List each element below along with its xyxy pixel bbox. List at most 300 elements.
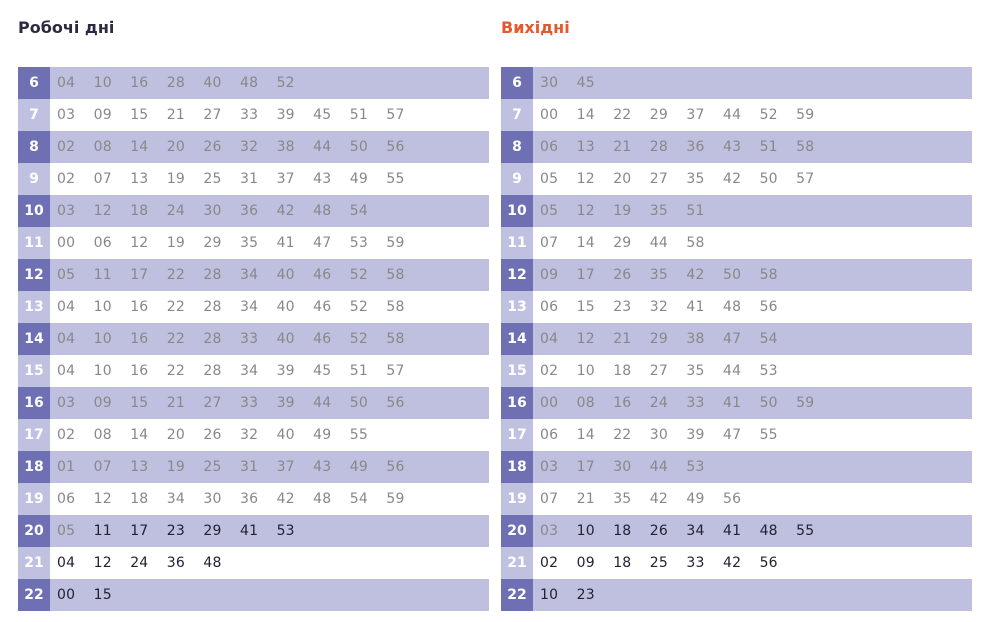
departure-minute: 48 bbox=[722, 299, 742, 315]
departure-minute: 48 bbox=[203, 555, 222, 571]
hour-cell: 20 bbox=[18, 515, 50, 547]
departure-minute: 17 bbox=[130, 267, 149, 283]
weekend-hour-row bbox=[501, 131, 972, 163]
minutes-list bbox=[50, 355, 423, 387]
departure-minute: 05 bbox=[57, 523, 76, 539]
departure-minute: 37 bbox=[686, 107, 705, 123]
departure-minute: 59 bbox=[386, 235, 405, 251]
departure-minute: 36 bbox=[686, 139, 705, 155]
departure-minute: 26 bbox=[613, 267, 632, 283]
minutes-list bbox=[50, 99, 423, 131]
departure-minute: 00 bbox=[540, 395, 559, 411]
departure-minute: 39 bbox=[276, 107, 295, 123]
departure-minute: 49 bbox=[313, 427, 332, 443]
departure-minute: 51 bbox=[349, 107, 368, 123]
weekend-hour-row bbox=[501, 547, 972, 579]
departure-minute: 25 bbox=[203, 171, 222, 187]
weekday-hour-row bbox=[18, 515, 489, 547]
departure-minute: 59 bbox=[796, 107, 815, 123]
departure-minute: 41 bbox=[722, 395, 742, 411]
minutes-list bbox=[533, 355, 796, 387]
departure-minute: 32 bbox=[239, 139, 259, 155]
hour-cell: 21 bbox=[501, 547, 533, 579]
departure-minute: 22 bbox=[613, 427, 632, 443]
departure-minute: 53 bbox=[349, 235, 368, 251]
departure-minute: 07 bbox=[93, 459, 112, 475]
weekday-hour-row bbox=[18, 195, 489, 227]
departure-minute: 50 bbox=[759, 395, 778, 411]
departure-minute: 03 bbox=[540, 523, 559, 539]
departure-minute: 13 bbox=[130, 171, 149, 187]
hour-cell: 21 bbox=[18, 547, 50, 579]
hour-cell: 6 bbox=[501, 67, 533, 99]
weekend-hour-row bbox=[501, 419, 972, 451]
departure-minute: 48 bbox=[759, 523, 778, 539]
departure-minute: 35 bbox=[613, 491, 632, 507]
departure-minute: 22 bbox=[166, 363, 185, 379]
departure-minute: 10 bbox=[93, 299, 112, 315]
hour-cell: 17 bbox=[501, 419, 533, 451]
departure-minute: 36 bbox=[239, 491, 259, 507]
weekend-hour-row bbox=[501, 355, 972, 387]
weekday-hour-row bbox=[18, 419, 489, 451]
departure-minute: 02 bbox=[57, 139, 76, 155]
weekend-hour-row bbox=[501, 259, 972, 291]
weekday-hour-row bbox=[18, 227, 489, 259]
hour-cell: 8 bbox=[501, 131, 533, 163]
departure-minute: 20 bbox=[166, 427, 185, 443]
departure-minute: 58 bbox=[386, 267, 405, 283]
departure-minute: 53 bbox=[686, 459, 705, 475]
departure-minute: 24 bbox=[130, 555, 149, 571]
departure-minute: 37 bbox=[276, 459, 295, 475]
departure-minute: 11 bbox=[93, 267, 112, 283]
departure-minute: 27 bbox=[203, 395, 222, 411]
departure-minute: 56 bbox=[759, 555, 778, 571]
departure-minute: 06 bbox=[540, 299, 559, 315]
departure-minute: 41 bbox=[686, 299, 705, 315]
minutes-list bbox=[533, 227, 723, 259]
departure-minute: 12 bbox=[576, 171, 595, 187]
departure-minute: 15 bbox=[130, 395, 149, 411]
departure-minute: 01 bbox=[57, 459, 76, 475]
departure-minute: 26 bbox=[203, 139, 222, 155]
departure-minute: 30 bbox=[203, 491, 222, 507]
departure-minute: 49 bbox=[349, 171, 368, 187]
departure-minute: 03 bbox=[540, 459, 559, 475]
departure-minute: 40 bbox=[276, 331, 295, 347]
departure-minute: 16 bbox=[130, 75, 149, 91]
departure-minute: 00 bbox=[57, 587, 76, 603]
hour-cell: 7 bbox=[18, 99, 50, 131]
departure-minute: 56 bbox=[722, 491, 742, 507]
departure-minute: 55 bbox=[386, 171, 405, 187]
minutes-list bbox=[50, 291, 423, 323]
departure-minute: 12 bbox=[93, 555, 112, 571]
weekday-hour-row bbox=[18, 483, 489, 515]
weekend-hour-row bbox=[501, 99, 972, 131]
departure-minute: 18 bbox=[130, 491, 149, 507]
weekday-hour-row bbox=[18, 67, 489, 99]
departure-minute: 43 bbox=[313, 171, 332, 187]
departure-minute: 53 bbox=[276, 523, 295, 539]
minutes-list bbox=[533, 195, 723, 227]
hour-cell: 20 bbox=[501, 515, 533, 547]
departure-minute: 16 bbox=[130, 331, 149, 347]
departure-minute: 24 bbox=[166, 203, 185, 219]
departure-minute: 19 bbox=[166, 171, 185, 187]
departure-minute: 57 bbox=[386, 363, 405, 379]
hour-cell: 22 bbox=[501, 579, 533, 611]
minutes-list bbox=[533, 67, 613, 99]
departure-minute: 21 bbox=[576, 491, 595, 507]
weekday-hour-row bbox=[18, 451, 489, 483]
hour-cell: 12 bbox=[501, 259, 533, 291]
hour-cell: 9 bbox=[501, 163, 533, 195]
hour-cell: 16 bbox=[18, 387, 50, 419]
weekend-hour-row bbox=[501, 227, 972, 259]
minutes-list bbox=[533, 387, 833, 419]
departure-minute: 48 bbox=[313, 203, 332, 219]
departure-minute: 25 bbox=[203, 459, 222, 475]
departure-minute: 43 bbox=[313, 459, 332, 475]
departure-minute: 54 bbox=[349, 203, 368, 219]
departure-minute: 38 bbox=[686, 331, 705, 347]
weekday-hour-row bbox=[18, 387, 489, 419]
departure-minute: 30 bbox=[203, 203, 222, 219]
departure-minute: 42 bbox=[276, 203, 295, 219]
departure-minute: 32 bbox=[239, 427, 259, 443]
departure-minute: 10 bbox=[93, 363, 112, 379]
hour-cell: 10 bbox=[501, 195, 533, 227]
departure-minute: 56 bbox=[759, 299, 778, 315]
departure-minute: 34 bbox=[239, 299, 259, 315]
departure-minute: 04 bbox=[57, 299, 76, 315]
hour-cell: 9 bbox=[18, 163, 50, 195]
departure-minute: 41 bbox=[722, 523, 742, 539]
departure-minute: 13 bbox=[130, 459, 149, 475]
departure-minute: 18 bbox=[613, 555, 632, 571]
departure-minute: 12 bbox=[576, 331, 595, 347]
departure-minute: 44 bbox=[649, 459, 668, 475]
departure-minute: 24 bbox=[649, 395, 668, 411]
departure-minute: 27 bbox=[649, 363, 668, 379]
weekend-hour-row bbox=[501, 387, 972, 419]
departure-minute: 34 bbox=[166, 491, 185, 507]
departure-minute: 31 bbox=[239, 171, 259, 187]
weekday-hour-row bbox=[18, 323, 489, 355]
departure-minute: 25 bbox=[649, 555, 668, 571]
weekend-hour-row bbox=[501, 451, 972, 483]
departure-minute: 22 bbox=[166, 299, 185, 315]
departure-minute: 28 bbox=[203, 363, 222, 379]
departure-minute: 35 bbox=[686, 171, 705, 187]
departure-minute: 40 bbox=[276, 267, 295, 283]
hour-cell: 19 bbox=[18, 483, 50, 515]
departure-minute: 10 bbox=[93, 75, 112, 91]
departure-minute: 42 bbox=[722, 171, 742, 187]
hour-cell: 14 bbox=[18, 323, 50, 355]
weekend-hour-row bbox=[501, 579, 972, 611]
weekday-title: Робочі дні bbox=[18, 18, 115, 37]
departure-minute: 04 bbox=[57, 555, 76, 571]
departure-minute: 10 bbox=[540, 587, 559, 603]
departure-minute: 29 bbox=[649, 107, 668, 123]
departure-minute: 42 bbox=[649, 491, 668, 507]
departure-minute: 51 bbox=[349, 363, 368, 379]
departure-minute: 58 bbox=[686, 235, 705, 251]
departure-minute: 04 bbox=[540, 331, 559, 347]
departure-minute: 37 bbox=[276, 171, 295, 187]
hour-cell: 8 bbox=[18, 131, 50, 163]
departure-minute: 49 bbox=[349, 459, 368, 475]
hour-cell: 15 bbox=[18, 355, 50, 387]
departure-minute: 36 bbox=[166, 555, 185, 571]
departure-minute: 51 bbox=[759, 139, 778, 155]
minutes-list bbox=[533, 323, 796, 355]
departure-minute: 04 bbox=[57, 363, 76, 379]
departure-minute: 48 bbox=[313, 491, 332, 507]
departure-minute: 29 bbox=[649, 331, 668, 347]
departure-minute: 19 bbox=[166, 459, 185, 475]
departure-minute: 04 bbox=[57, 75, 76, 91]
minutes-list bbox=[533, 483, 760, 515]
departure-minute: 20 bbox=[613, 171, 632, 187]
departure-minute: 09 bbox=[93, 107, 112, 123]
departure-minute: 49 bbox=[686, 491, 705, 507]
departure-minute: 54 bbox=[349, 491, 368, 507]
departure-minute: 35 bbox=[686, 363, 705, 379]
hour-cell: 16 bbox=[501, 387, 533, 419]
minutes-list bbox=[50, 195, 386, 227]
departure-minute: 50 bbox=[759, 171, 778, 187]
departure-minute: 51 bbox=[686, 203, 705, 219]
minutes-list bbox=[533, 291, 796, 323]
departure-minute: 23 bbox=[166, 523, 185, 539]
minutes-list bbox=[50, 451, 423, 483]
departure-minute: 07 bbox=[540, 235, 559, 251]
departure-minute: 28 bbox=[203, 267, 222, 283]
departure-minute: 34 bbox=[686, 523, 705, 539]
departure-minute: 20 bbox=[166, 139, 185, 155]
minutes-list bbox=[50, 419, 386, 451]
departure-minute: 15 bbox=[130, 107, 149, 123]
departure-minute: 33 bbox=[239, 331, 259, 347]
departure-minute: 35 bbox=[239, 235, 259, 251]
departure-minute: 47 bbox=[722, 331, 742, 347]
minutes-list bbox=[50, 579, 130, 611]
weekend-hour-row bbox=[501, 323, 972, 355]
departure-minute: 00 bbox=[540, 107, 559, 123]
departure-minute: 27 bbox=[649, 171, 668, 187]
departure-minute: 14 bbox=[576, 235, 595, 251]
departure-minute: 42 bbox=[686, 267, 705, 283]
departure-minute: 52 bbox=[759, 107, 778, 123]
weekday-hour-row bbox=[18, 99, 489, 131]
minutes-list bbox=[533, 547, 796, 579]
departure-minute: 16 bbox=[130, 299, 149, 315]
departure-minute: 48 bbox=[239, 75, 259, 91]
departure-minute: 29 bbox=[613, 235, 632, 251]
departure-minute: 05 bbox=[540, 171, 559, 187]
departure-minute: 29 bbox=[203, 235, 222, 251]
minutes-list bbox=[533, 259, 796, 291]
departure-minute: 28 bbox=[166, 75, 185, 91]
departure-minute: 12 bbox=[93, 203, 112, 219]
departure-minute: 55 bbox=[796, 523, 815, 539]
departure-minute: 22 bbox=[166, 331, 185, 347]
weekday-hour-row bbox=[18, 163, 489, 195]
departure-minute: 09 bbox=[93, 395, 112, 411]
departure-minute: 15 bbox=[576, 299, 595, 315]
departure-minute: 41 bbox=[239, 523, 259, 539]
minutes-list bbox=[50, 515, 313, 547]
departure-minute: 17 bbox=[576, 267, 595, 283]
departure-minute: 46 bbox=[313, 267, 332, 283]
departure-minute: 30 bbox=[613, 459, 632, 475]
departure-minute: 18 bbox=[613, 523, 632, 539]
minutes-list bbox=[533, 579, 613, 611]
departure-minute: 58 bbox=[759, 267, 778, 283]
minutes-list bbox=[50, 131, 423, 163]
departure-minute: 05 bbox=[540, 203, 559, 219]
departure-minute: 14 bbox=[576, 107, 595, 123]
departure-minute: 04 bbox=[57, 331, 76, 347]
departure-minute: 53 bbox=[759, 363, 778, 379]
departure-minute: 44 bbox=[313, 395, 332, 411]
departure-minute: 28 bbox=[203, 299, 222, 315]
departure-minute: 44 bbox=[722, 363, 742, 379]
departure-minute: 57 bbox=[796, 171, 815, 187]
departure-minute: 50 bbox=[349, 139, 368, 155]
departure-minute: 36 bbox=[239, 203, 259, 219]
departure-minute: 50 bbox=[722, 267, 742, 283]
departure-minute: 44 bbox=[313, 139, 332, 155]
minutes-list bbox=[50, 227, 423, 259]
departure-minute: 02 bbox=[540, 555, 559, 571]
hour-cell: 13 bbox=[18, 291, 50, 323]
hour-cell: 18 bbox=[501, 451, 533, 483]
departure-minute: 22 bbox=[613, 107, 632, 123]
weekday-hour-row bbox=[18, 291, 489, 323]
departure-minute: 58 bbox=[386, 299, 405, 315]
departure-minute: 16 bbox=[130, 363, 149, 379]
departure-minute: 06 bbox=[540, 427, 559, 443]
departure-minute: 55 bbox=[349, 427, 368, 443]
departure-minute: 40 bbox=[276, 299, 295, 315]
departure-minute: 44 bbox=[722, 107, 742, 123]
departure-minute: 08 bbox=[93, 139, 112, 155]
minutes-list bbox=[50, 483, 423, 515]
weekend-hour-row bbox=[501, 67, 972, 99]
minutes-list bbox=[533, 163, 833, 195]
departure-minute: 33 bbox=[686, 395, 705, 411]
departure-minute: 38 bbox=[276, 139, 295, 155]
departure-minute: 34 bbox=[239, 363, 259, 379]
departure-minute: 19 bbox=[613, 203, 632, 219]
weekend-timetable bbox=[501, 67, 972, 611]
departure-minute: 12 bbox=[130, 235, 149, 251]
departure-minute: 09 bbox=[540, 267, 559, 283]
departure-minute: 45 bbox=[576, 75, 595, 91]
departure-minute: 33 bbox=[239, 107, 259, 123]
hour-cell: 17 bbox=[18, 419, 50, 451]
departure-minute: 30 bbox=[649, 427, 668, 443]
departure-minute: 23 bbox=[613, 299, 632, 315]
departure-minute: 26 bbox=[649, 523, 668, 539]
departure-minute: 11 bbox=[93, 523, 112, 539]
departure-minute: 52 bbox=[349, 331, 368, 347]
weekday-timetable bbox=[18, 67, 489, 611]
departure-minute: 03 bbox=[57, 203, 76, 219]
hour-cell: 6 bbox=[18, 67, 50, 99]
hour-cell: 13 bbox=[501, 291, 533, 323]
departure-minute: 56 bbox=[386, 395, 405, 411]
departure-minute: 41 bbox=[276, 235, 295, 251]
departure-minute: 10 bbox=[576, 363, 595, 379]
departure-minute: 10 bbox=[93, 331, 112, 347]
departure-minute: 21 bbox=[613, 331, 632, 347]
departure-minute: 28 bbox=[203, 331, 222, 347]
minutes-list bbox=[50, 547, 240, 579]
departure-minute: 06 bbox=[93, 235, 112, 251]
departure-minute: 14 bbox=[576, 427, 595, 443]
minutes-list bbox=[533, 131, 833, 163]
departure-minute: 18 bbox=[130, 203, 149, 219]
departure-minute: 02 bbox=[57, 427, 76, 443]
departure-minute: 46 bbox=[313, 299, 332, 315]
departure-minute: 39 bbox=[276, 395, 295, 411]
departure-minute: 16 bbox=[613, 395, 632, 411]
departure-minute: 50 bbox=[349, 395, 368, 411]
departure-minute: 40 bbox=[203, 75, 222, 91]
hour-cell: 10 bbox=[18, 195, 50, 227]
departure-minute: 47 bbox=[722, 427, 742, 443]
departure-minute: 08 bbox=[576, 395, 595, 411]
weekday-hour-row bbox=[18, 131, 489, 163]
departure-minute: 28 bbox=[649, 139, 668, 155]
weekend-hour-row bbox=[501, 291, 972, 323]
departure-minute: 59 bbox=[386, 491, 405, 507]
departure-minute: 14 bbox=[130, 427, 149, 443]
departure-minute: 21 bbox=[166, 107, 185, 123]
departure-minute: 07 bbox=[93, 171, 112, 187]
minutes-list bbox=[533, 451, 723, 483]
hour-cell: 19 bbox=[501, 483, 533, 515]
departure-minute: 56 bbox=[386, 139, 405, 155]
departure-minute: 03 bbox=[57, 395, 76, 411]
departure-minute: 26 bbox=[203, 427, 222, 443]
weekday-hour-row bbox=[18, 547, 489, 579]
departure-minute: 23 bbox=[576, 587, 595, 603]
departure-minute: 45 bbox=[313, 107, 332, 123]
departure-minute: 12 bbox=[576, 203, 595, 219]
weekend-title: Вихідні bbox=[501, 18, 570, 37]
departure-minute: 52 bbox=[349, 267, 368, 283]
minutes-list bbox=[50, 323, 423, 355]
departure-minute: 07 bbox=[540, 491, 559, 507]
departure-minute: 09 bbox=[576, 555, 595, 571]
departure-minute: 02 bbox=[57, 171, 76, 187]
minutes-list bbox=[533, 99, 833, 131]
weekday-hour-row bbox=[18, 259, 489, 291]
departure-minute: 34 bbox=[239, 267, 259, 283]
hour-cell: 11 bbox=[18, 227, 50, 259]
minutes-list bbox=[533, 515, 833, 547]
departure-minute: 52 bbox=[349, 299, 368, 315]
departure-minute: 31 bbox=[239, 459, 259, 475]
departure-minute: 06 bbox=[57, 491, 76, 507]
